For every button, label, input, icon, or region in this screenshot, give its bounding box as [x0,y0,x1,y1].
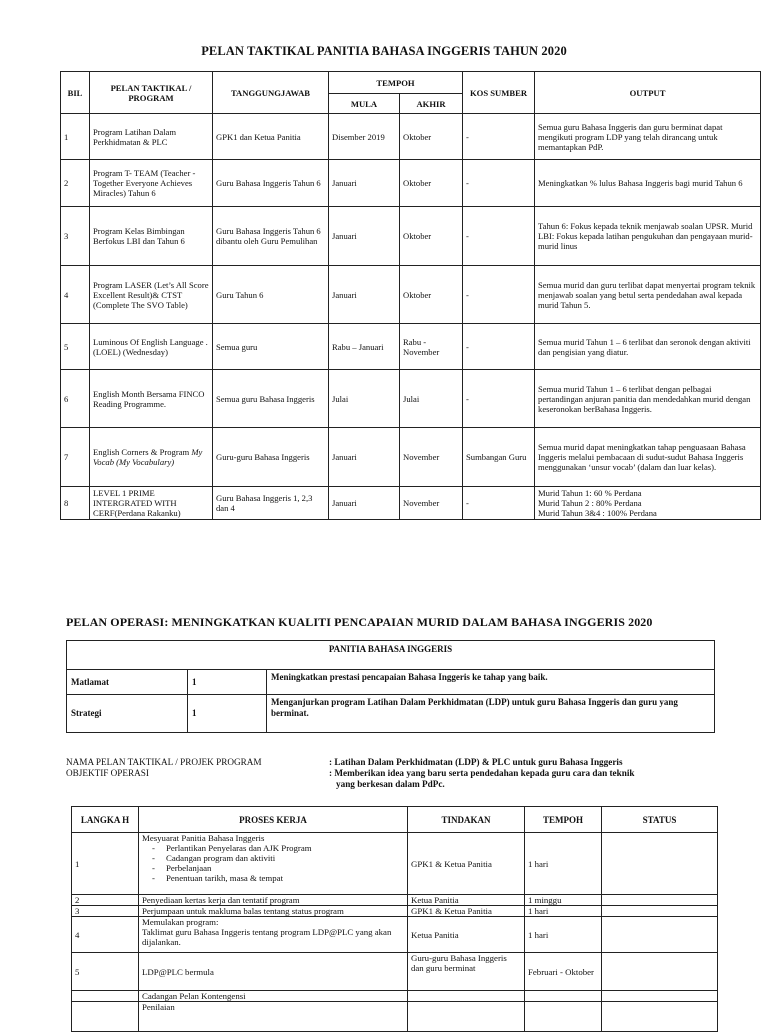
akhir-cell: Julai [400,370,463,428]
header-tempoh: TEMPOH [525,807,602,833]
step-number: 3 [72,906,139,917]
process-cell: Penyediaan kertas kerja dan tentatif program [139,895,408,906]
strategi-number: 1 [188,695,267,733]
akhir-cell: November [400,487,463,520]
process-row [72,1002,718,1032]
step-number: 5 [72,953,139,991]
process-cell: Perjumpaan untuk makluma balas tentang status program [139,906,408,917]
mula-cell: Julai [329,370,400,428]
process-row [72,906,718,917]
project-name-label: NAMA PELAN TAKTIKAL / PROJEK PROGRAM [66,757,262,767]
tanggungjawab-cell: Guru Bahasa Inggeris Tahun 6 dibantu oleh Guru Pemulihan [213,207,329,266]
output-cell [535,487,761,520]
step-number [72,1002,139,1032]
tanggungjawab-cell: Guru Bahasa Inggeris 1, 2,3 dan 4 [213,487,329,520]
tanggungjawab-cell: Semua guru Bahasa Inggeris [213,370,329,428]
status-cell [602,1002,718,1032]
header-status: STATUS [602,807,718,833]
mula-cell: Januari [329,266,400,324]
header-proses-kerja: PROSES KERJA [139,807,408,833]
mula-cell: Januari [329,207,400,266]
mula-cell: Januari [329,160,400,207]
tactical-row [61,370,761,428]
objective-value-continued: yang berkesan dalam PdPc. [336,779,445,789]
tempoh-cell: 1 hari [525,917,602,953]
header-tindakan: TINDAKAN [408,807,525,833]
header-akhir: AKHIR [400,94,463,114]
bil-cell: 8 [61,487,90,520]
header-kos-sumber: KOS SUMBER [463,72,535,114]
process-row [72,833,718,895]
akhir-cell: Oktober [400,207,463,266]
program-cell: Program T- TEAM (Teacher - Together Everyone Achieves Miracles) Tahun 6 [90,160,213,207]
work-process-table [71,806,718,1032]
program-cell: Luminous Of English Language . (LOEL) (Wednesday) [90,324,213,370]
header-bil: BIL [61,72,90,114]
tindakan-cell: Ketua Panitia [408,917,525,953]
akhir-cell: Rabu - November [400,324,463,370]
mula-cell: Disember 2019 [329,114,400,160]
process-line: Taklimat guru Bahasa Inggeris tentang program LDP@PLC yang akan dijalankan. [142,927,392,947]
tactical-plan-table [60,71,761,520]
output-cell: Semua guru Bahasa Inggeris dan guru berminat dapat mengikuti program LDP yang telah dirancang untuk memantapkan PdP. [535,114,761,160]
output-cell: Semua murid dapat meningkatkan tahap penguasaan Bahasa Inggeris melalui pembacaan di sudut-sudut Bahasa Inggeris menggunakan ‘unsur vocab’ (dalam dan luar kelas). [535,428,761,487]
project-name-value: : Latihan Dalam Perkhidmatan (LDP) & PLC untuk guru Bahasa Inggeris [329,757,623,767]
strategi-label: Strategi [67,695,188,733]
status-cell [602,895,718,906]
tindakan-cell [408,991,525,1002]
process-cell [139,833,408,895]
process-line: Memulakan program: [142,917,219,927]
akhir-cell: Oktober [400,266,463,324]
tactical-row [61,487,761,520]
process-subitems [142,843,404,883]
header-tempoh: TEMPOH [329,72,463,94]
process-cell [139,917,408,953]
header-tanggungjawab: TANGGUNGJAWAB [213,72,329,114]
operation-plan-title: PELAN OPERASI: MENINGKATKAN KUALITI PENCAPAIAN MURID DALAM BAHASA INGGERIS 2020 [66,615,653,629]
objective-label: OBJEKTIF OPERASI [66,768,149,778]
process-subitem: - Penentuan tarikh, masa & tempat [166,873,404,883]
bil-cell: 1 [61,114,90,160]
strategi-text: Menganjurkan program Latihan Dalam Perkhidmatan (LDP) untuk guru Bahasa Inggeris dan guru yang berminat. [267,695,715,733]
tempoh-cell: 1 minggu [525,895,602,906]
header-output: OUTPUT [535,72,761,114]
tactical-row [61,324,761,370]
step-number: 1 [72,833,139,895]
panitia-header: PANITIA BAHASA INGGERIS [67,641,715,670]
process-row [72,895,718,906]
tempoh-cell [525,1002,602,1032]
header-langkah: LANGKA H [72,807,139,833]
program-text: English Corners & Program [93,447,190,457]
program-cell [90,428,213,487]
kos-cell: - [463,160,535,207]
process-subitem: - Cadangan program dan aktiviti [166,853,404,863]
mula-cell: Januari [329,428,400,487]
objective-value: : Memberikan idea yang baru serta pendedahan kepada guru cara dan teknik [329,768,635,778]
bil-cell: 5 [61,324,90,370]
output-cell: Meningkatkan % lulus Bahasa Inggeris bagi murid Tahun 6 [535,160,761,207]
bil-cell: 6 [61,370,90,428]
kos-cell: - [463,114,535,160]
step-number: 4 [72,917,139,953]
matlamat-number: 1 [188,670,267,695]
kos-cell: Sumbangan Guru [463,428,535,487]
output-cell: Semua murid Tahun 1 – 6 terlibat dengan pelbagai pertandingan anjuran panitia dan mendedahkan murid dengan keseronokan berBahasa Inggeris. [535,370,761,428]
tindakan-cell [408,1002,525,1032]
akhir-cell: Oktober [400,160,463,207]
bil-cell: 3 [61,207,90,266]
tanggungjawab-cell: Guru-guru Bahasa Inggeris [213,428,329,487]
matlamat-label: Matlamat [67,670,188,695]
matlamat-text: Meningkatkan prestasi pencapaian Bahasa Inggeris ke tahap yang baik. [267,670,715,695]
kos-cell: - [463,266,535,324]
tactical-row [61,207,761,266]
tempoh-cell [525,991,602,1002]
tindakan-cell: GPK1 & Ketua Panitia [408,833,525,895]
process-cell: Penilaian [139,1002,408,1032]
tempoh-cell: Februari - Oktober [525,953,602,991]
header-mula: MULA [329,94,400,114]
program-italic-text: My Vocab (My Vocabulary) [93,447,203,467]
step-number: 2 [72,895,139,906]
status-cell [602,917,718,953]
status-cell [602,833,718,895]
kos-cell: - [463,324,535,370]
process-subitem: - Perbelanjaan [166,863,404,873]
bil-cell: 4 [61,266,90,324]
process-row [72,953,718,991]
process-subitem: - Perlantikan Penyelaras dan AJK Program [166,843,404,853]
program-cell: Program Latihan Dalam Perkhidmatan & PLC [90,114,213,160]
tactical-row [61,266,761,324]
akhir-cell: November [400,428,463,487]
tanggungjawab-cell: GPK1 dan Ketua Panitia [213,114,329,160]
tactical-row [61,160,761,207]
kos-cell: - [463,207,535,266]
output-line: Murid Tahun 3&4 : 100% Perdana [538,508,657,518]
output-cell: Semua murid dan guru terlibat dapat menyertai program teknik menjawab soalan yang betul serta pendedahan awal kepada murid Tahun 5. [535,266,761,324]
program-cell: Program LASER (Let’s All Score Excellent Result)& CTST (Complete The SVO Table) [90,266,213,324]
status-cell [602,991,718,1002]
step-number [72,991,139,1002]
tindakan-cell: Ketua Panitia [408,895,525,906]
output-line: Murid Tahun 2 : 80% Perdana [538,498,642,508]
header-program: PELAN TAKTIKAL / PROGRAM [90,72,213,114]
bil-cell: 2 [61,160,90,207]
program-cell: English Month Bersama FINCO Reading Programme. [90,370,213,428]
output-cell: Semua murid Tahun 1 – 6 terlibat dan seronok dengan aktiviti dan pengisian yang diatur. [535,324,761,370]
kos-cell: - [463,487,535,520]
kos-cell: - [463,370,535,428]
tanggungjawab-cell: Guru Bahasa Inggeris Tahun 6 [213,160,329,207]
status-cell [602,953,718,991]
tactical-row [61,428,761,487]
tindakan-cell: GPK1 & Ketua Panitia [408,906,525,917]
program-cell: Program Kelas Bimbingan Berfokus LBI dan Tahun 6 [90,207,213,266]
bil-cell: 7 [61,428,90,487]
output-cell: Tahun 6: Fokus kepada teknik menjawab soalan UPSR. Murid LBI: Fokus kepada latihan pengukuhan dan pengayaan murid-murid linus [535,207,761,266]
tempoh-cell: 1 hari [525,906,602,917]
tactical-plan-title: PELAN TAKTIKAL PANITIA BAHASA INGGERIS TAHUN 2020 [201,44,567,58]
process-title: Mesyuarat Panitia Bahasa Inggeris [142,833,265,843]
program-cell: LEVEL 1 PRIME INTERGRATED WITH CERF(Perdana Rakanku) [90,487,213,520]
mula-cell: Rabu – Januari [329,324,400,370]
process-row [72,991,718,1002]
tactical-row [61,114,761,160]
tempoh-cell: 1 hari [525,833,602,895]
tindakan-cell: Guru-guru Bahasa Inggeris dan guru berminat [408,953,525,991]
panitia-table [66,640,715,733]
mula-cell: Januari [329,487,400,520]
process-row [72,917,718,953]
tanggungjawab-cell: Guru Tahun 6 [213,266,329,324]
status-cell [602,906,718,917]
process-cell: Cadangan Pelan Kontengensi [139,991,408,1002]
akhir-cell: Oktober [400,114,463,160]
output-line: Murid Tahun 1: 60 % Perdana [538,488,642,498]
process-cell: LDP@PLC bermula [139,953,408,991]
tanggungjawab-cell: Semua guru [213,324,329,370]
